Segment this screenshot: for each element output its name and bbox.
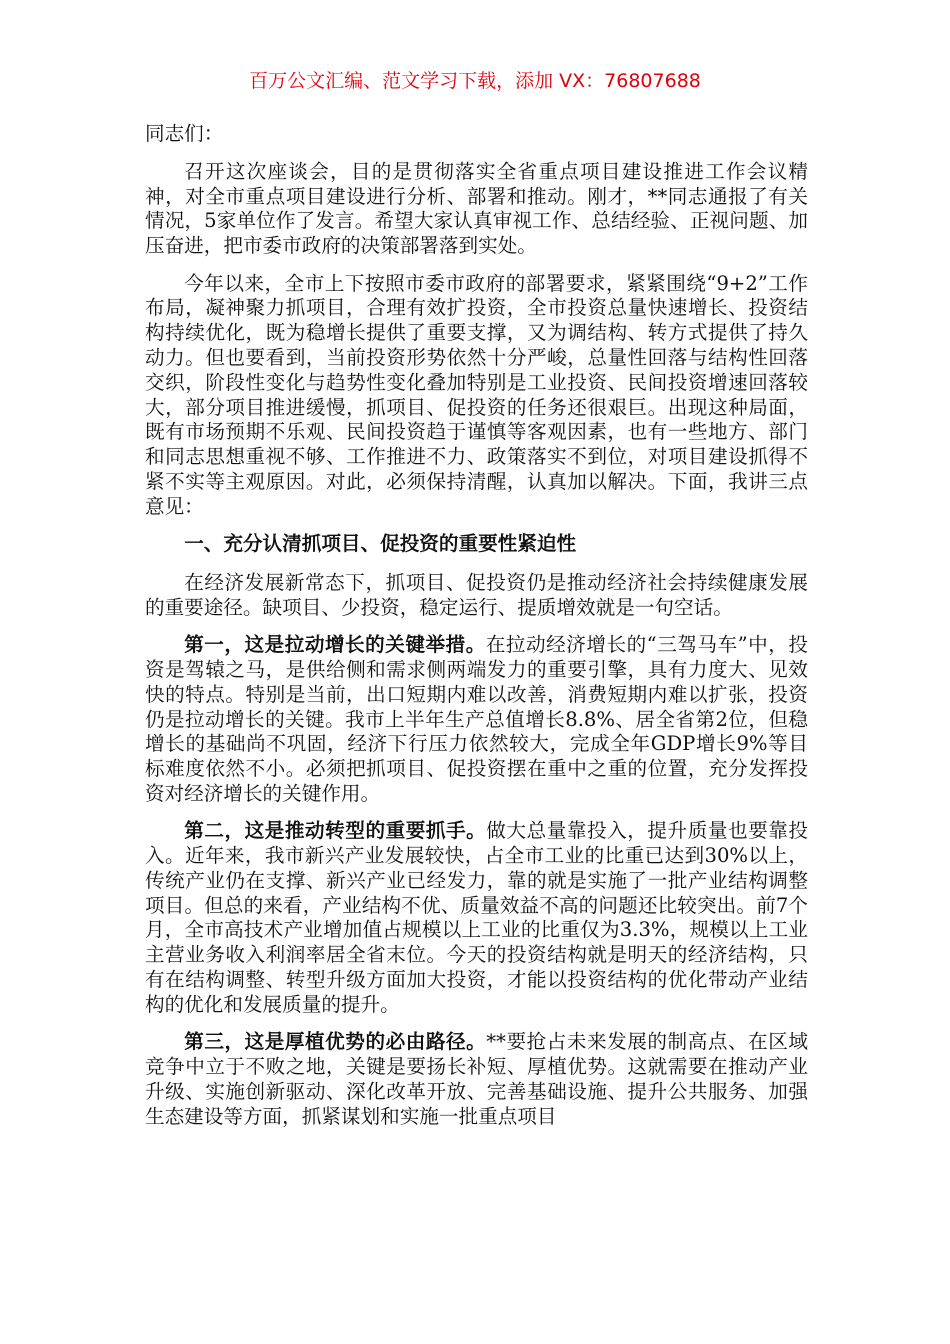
section-1-heading: 一、充分认清抓项目、促投资的重要性紧迫性 bbox=[184, 532, 577, 556]
point-3-lead: 第三，这是厚植优势的必由路径。 bbox=[184, 1030, 487, 1054]
point-3-paragraph bbox=[145, 1030, 808, 1129]
intro-paragraph-1: 召开这次座谈会，目的是贯彻落实全省重点项目建设推进工作会议精神，对全市重点项目建设进行分析、部署和推动。刚才，**同志通报了有关情况，5家单位作了发言。希望大家认真审视工作、总结经验、正视问题、加压奋进，把市委市政府的决策部署落到实处。 bbox=[145, 159, 808, 258]
point-2-lead: 第二，这是推动转型的重要抓手。 bbox=[184, 819, 487, 843]
intro-paragraph-2: 今年以来，全市上下按照市委市政府的部署要求，紧紧围绕“9+2”工作布局，凝神聚力抓项目，合理有效扩投资，全市投资总量快速增长、投资结构持续优化，既为稳增长提供了重要支撑，又为调结构、转方式提供了持久动力。但也要看到，当前投资形势依然十分严峻，总量性回落与结构性回落交织，阶段性变化与趋势性变化叠加特别是工业投资、民间投资增速回落较大，部分项目推进缓慢，抓项目、促投资的任务还很艰巨。出现这种局面，既有市场预期不乐观、民间投资趋于谨慎等客观因素，也有一些地方、部门和同志思想重视不够、工作推进不力、政策落实不到位，对项目建设抓得不紧不实等主观原因。对此，必须保持清醒，认真加以解决。下面，我讲三点意见： bbox=[145, 271, 808, 518]
point-1-lead: 第一，这是拉动增长的关键举措。 bbox=[184, 633, 486, 657]
point-3-body: **要抢占未来发展的制高点、在区域竞争中立于不败之地，关键是要扬长补短、厚植优势。这就需要在推动产业升级、实施创新驱动、深化改革开放、完善基础设施、提升公共服务、加强生态建设等方面，抓紧谋划和实施一批重点项目 bbox=[145, 1030, 808, 1128]
point-1-paragraph bbox=[145, 633, 808, 807]
point-2-body: 做大总量靠投入，提升质量也要靠投入。近年来，我市新兴产业发展较快，占全市工业的比重已达到30%以上，传统产业仍在支撑、新兴产业已经发力，靠的就是实施了一批产业结构调整项目。但总的来看，产业结构不优、质量效益不高的问题还比较突出。前7个月，全市高技术产业增加值占规模以上工业的比重仅为3.3%，规模以上工业主营业务收入利润率居全省末位。今天的投资结构就是明天的经济结构，只有在结构调整、转型升级方面加大投资，才能以投资结构的优化带动产业结构的优化和发展质量的提升。 bbox=[145, 819, 808, 1016]
download-banner: 百万公文汇编、范文学习下载，添加 VX：76807688 bbox=[249, 70, 701, 92]
point-1-body: 在拉动经济增长的“三驾马车”中，投资是驾辕之马，是供给侧和需求侧两端发力的重要引擎，具有力度大、见效快的特点。特别是当前，出口短期内难以改善，消费短期内难以扩张，投资仍是拉动增长的关键。我市上半年生产总值增长8.8%、居全省第2位，但稳增长的基础尚不巩固，经济下行压力依然较大，完成全年GDP增长9%等目标难度依然不小。必须把抓项目、促投资摆在重中之重的位置，充分发挥投资对经济增长的关键作用。 bbox=[145, 633, 808, 805]
point-2-paragraph bbox=[145, 819, 808, 1017]
section-1-intro: 在经济发展新常态下，抓项目、促投资仍是推动经济社会持续健康发展的重要途径。缺项目、少投资，稳定运行、提质增效就是一句空话。 bbox=[145, 570, 808, 619]
salutation: 同志们： bbox=[145, 122, 224, 145]
document-body bbox=[145, 122, 808, 1142]
